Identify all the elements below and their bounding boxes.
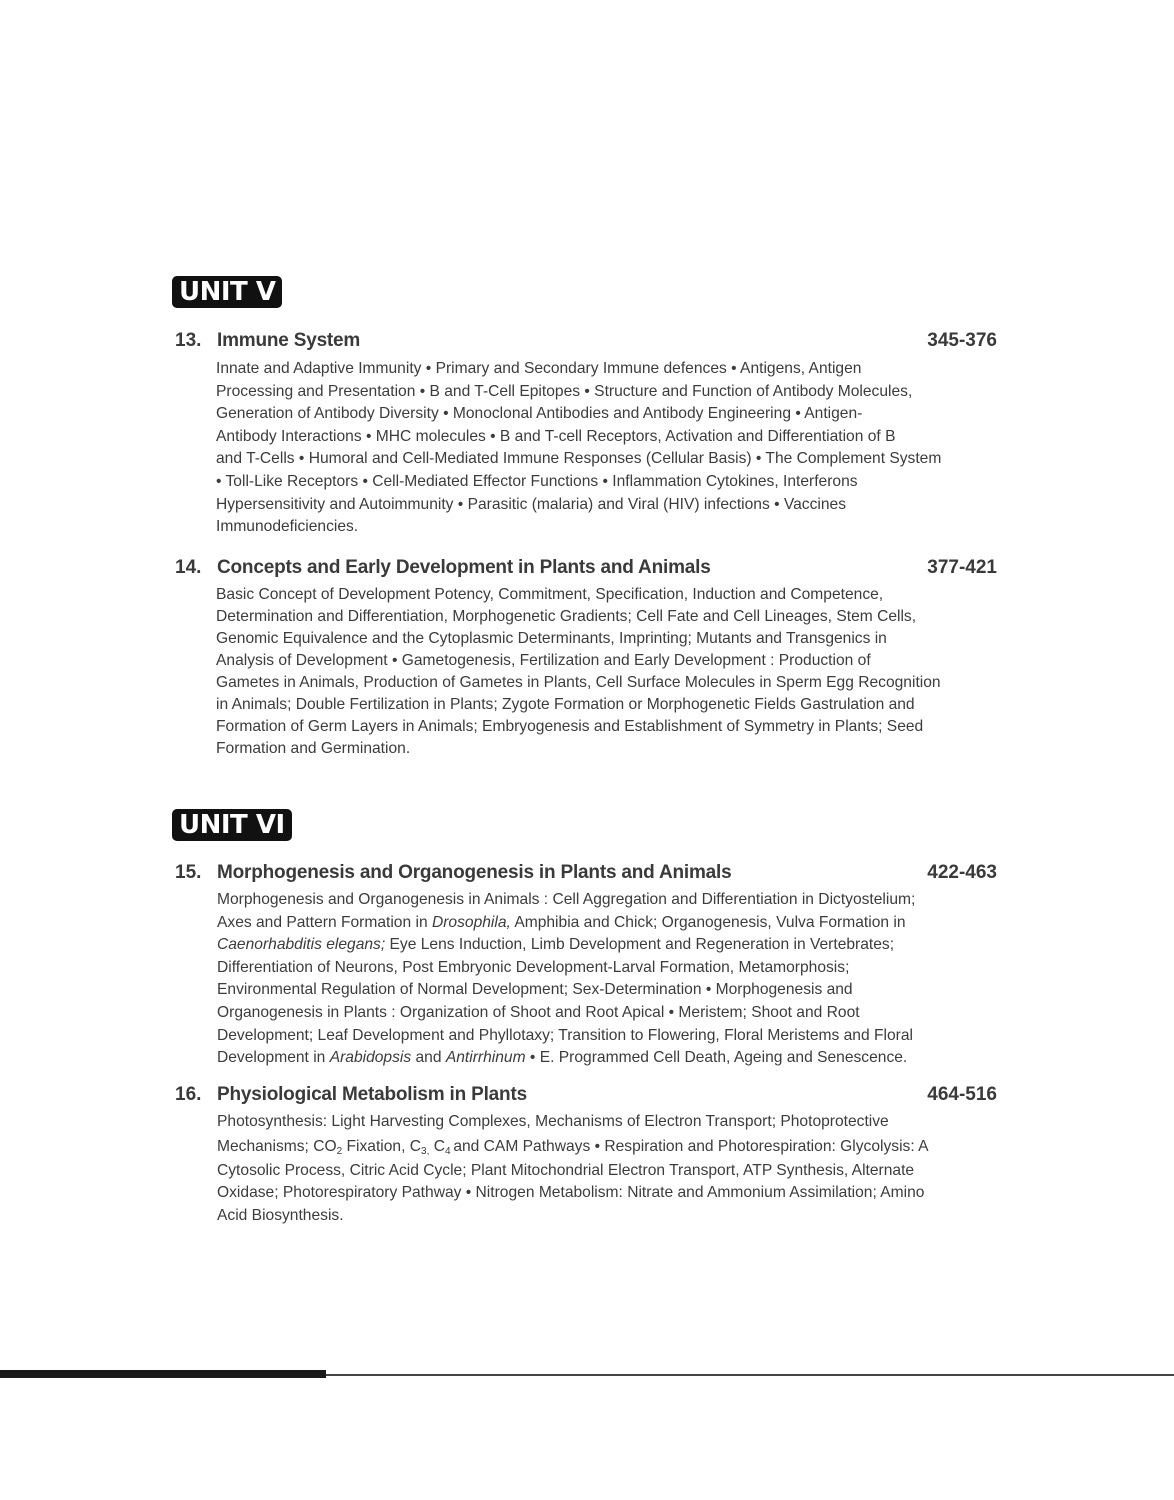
- chapter-14: [0, 554, 1174, 757]
- chapter-15: [0, 859, 1174, 1067]
- chapter-description: [216, 584, 1006, 760]
- desc-line: Formation of Germ Layers in Animals; Embryogenesis and Establishment of Symmetry in Plants; Seed: [216, 718, 924, 735]
- chapter-pages: 345-376: [927, 330, 997, 351]
- desc-line: Oxidase; Photorespiratory Pathway • Nitrogen Metabolism: Nitrate and Ammonium Assimilation; Amino: [217, 1184, 925, 1202]
- desc-line: • Toll-Like Receptors • Cell-Mediated Effector Functions • Inflammation Cytokines, Interferons: [216, 472, 858, 490]
- unit-badge-v: UNIT V: [172, 276, 282, 308]
- desc-line: Morphogenesis and Organogenesis in Animals : Cell Aggregation and Differentiation in Dictyostelium;: [217, 891, 916, 908]
- unit-badge-vi: UNIT VI: [172, 809, 292, 841]
- chapter-heading: [0, 859, 1174, 887]
- chapter-description: [217, 889, 1007, 1070]
- desc-line: Analysis of Development • Gametogenesis, Fertilization and Early Development : Production of: [216, 652, 871, 669]
- chapter-number: 13.: [175, 330, 202, 351]
- chapter-pages: 377-421: [927, 557, 997, 578]
- chapter-number: 16.: [175, 1084, 202, 1105]
- chapter-number: 14.: [175, 557, 202, 578]
- desc-line: Processing and Presentation • B and T-Cell Epitopes • Structure and Function of Antibody Molecules,: [216, 382, 913, 400]
- desc-line: Formation and Germination.: [216, 740, 411, 757]
- desc-line: Mechanisms; $CO_2$ Fixation, $C_{3,}$ $C_4$ and CAM Pathways • Respiration and Photorespiration: Glycolysis: A: [217, 1137, 929, 1157]
- desc-line: Organogenesis in Plants : Organization of Shoot and Root Apical • Meristem; Shoot and Root: [217, 1003, 860, 1021]
- footer-rule-thin: [326, 1374, 1174, 1376]
- desc-line: Environmental Regulation of Normal Development; Sex-Determination • Morphogenesis and: [217, 981, 853, 999]
- chapter-title: Concepts and Early Development in Plants and Animals: [217, 557, 711, 578]
- desc-line: Generation of Antibody Diversity • Monoclonal Antibodies and Antibody Engineering • Antigen-: [216, 405, 863, 423]
- desc-line: Determination and Differentiation, Morphogenetic Gradients; Cell Fate and Cell Lineages, Stem Cells,: [216, 608, 917, 625]
- chapter-title: Immune System: [217, 330, 361, 351]
- chapter-16: [0, 1081, 1174, 1224]
- chapter-title: Physiological Metabolism in Plants: [217, 1084, 527, 1105]
- desc-line: Development; Leaf Development and Phyllotaxy; Transition to Flowering, Floral Meristems and Floral: [217, 1026, 913, 1044]
- chapter-heading: [0, 1081, 1174, 1109]
- chapter-pages: 422-463: [927, 862, 997, 883]
- chapter-heading: [0, 327, 1174, 355]
- desc-line: Immunodeficiencies.: [216, 518, 359, 536]
- chapter-heading: [0, 554, 1174, 582]
- desc-line: Differentiation of Neurons, Post Embryonic Development-Larval Formation, Metamorphosis;: [217, 958, 850, 976]
- chapter-description: [216, 358, 1006, 539]
- desc-line: and T-Cells • Humoral and Cell-Mediated Immune Responses (Cellular Basis) • The Complement System: [216, 450, 942, 468]
- footer-rule-thick: [0, 1370, 326, 1378]
- desc-line: Hypersensitivity and Autoimmunity • Parasitic (malaria) and Viral (HIV) infections • Vaccines: [216, 495, 846, 513]
- desc-line: Antibody Interactions • MHC molecules • B and T-cell Receptors, Activation and Differentiation of B: [216, 427, 896, 445]
- chapter-13: [0, 327, 1174, 536]
- desc-line: Basic Concept of Development Potency, Commitment, Specification, Induction and Competence,: [216, 586, 884, 603]
- desc-line: in Animals; Double Fertilization in Plants; Zygote Formation or Morphogenetic Fields Gastrulation and: [216, 696, 915, 713]
- desc-line: Genomic Equivalence and the Cytoplasmic Determinants, Imprinting; Mutants and Transgenics in: [216, 630, 887, 647]
- desc-line: Photosynthesis: Light Harvesting Complexes, Mechanisms of Electron Transport; Photoprotective: [217, 1113, 889, 1130]
- chapter-number: 15.: [175, 862, 202, 883]
- desc-line: Innate and Adaptive Immunity • Primary and Secondary Immune defences • Antigens, Antigen: [216, 360, 862, 377]
- chapter-title: Morphogenesis and Organogenesis in Plants and Animals: [217, 862, 732, 883]
- desc-line: Gametes in Animals, Production of Gametes in Plants, Cell Surface Molecules in Sperm Egg Recognition: [216, 674, 941, 691]
- chapter-pages: 464-516: [927, 1084, 997, 1105]
- chapter-description: [217, 1111, 1007, 1227]
- desc-line: Cytosolic Process, Citric Acid Cycle; Plant Mitochondrial Electron Transport, ATP Synthesis, Alternate: [217, 1161, 915, 1179]
- desc-line: Development in Arabidopsis and Antirrhinum • E. Programmed Cell Death, Ageing and Senescence.: [217, 1049, 908, 1067]
- desc-line: Caenorhabditis elegans; Eye Lens Induction, Limb Development and Regeneration in Vertebrates;: [217, 936, 895, 954]
- desc-line: Acid Biosynthesis.: [217, 1206, 344, 1224]
- desc-line: Axes and Pattern Formation in Drosophila, Amphibia and Chick; Organogenesis, Vulva Formation in: [217, 913, 906, 931]
